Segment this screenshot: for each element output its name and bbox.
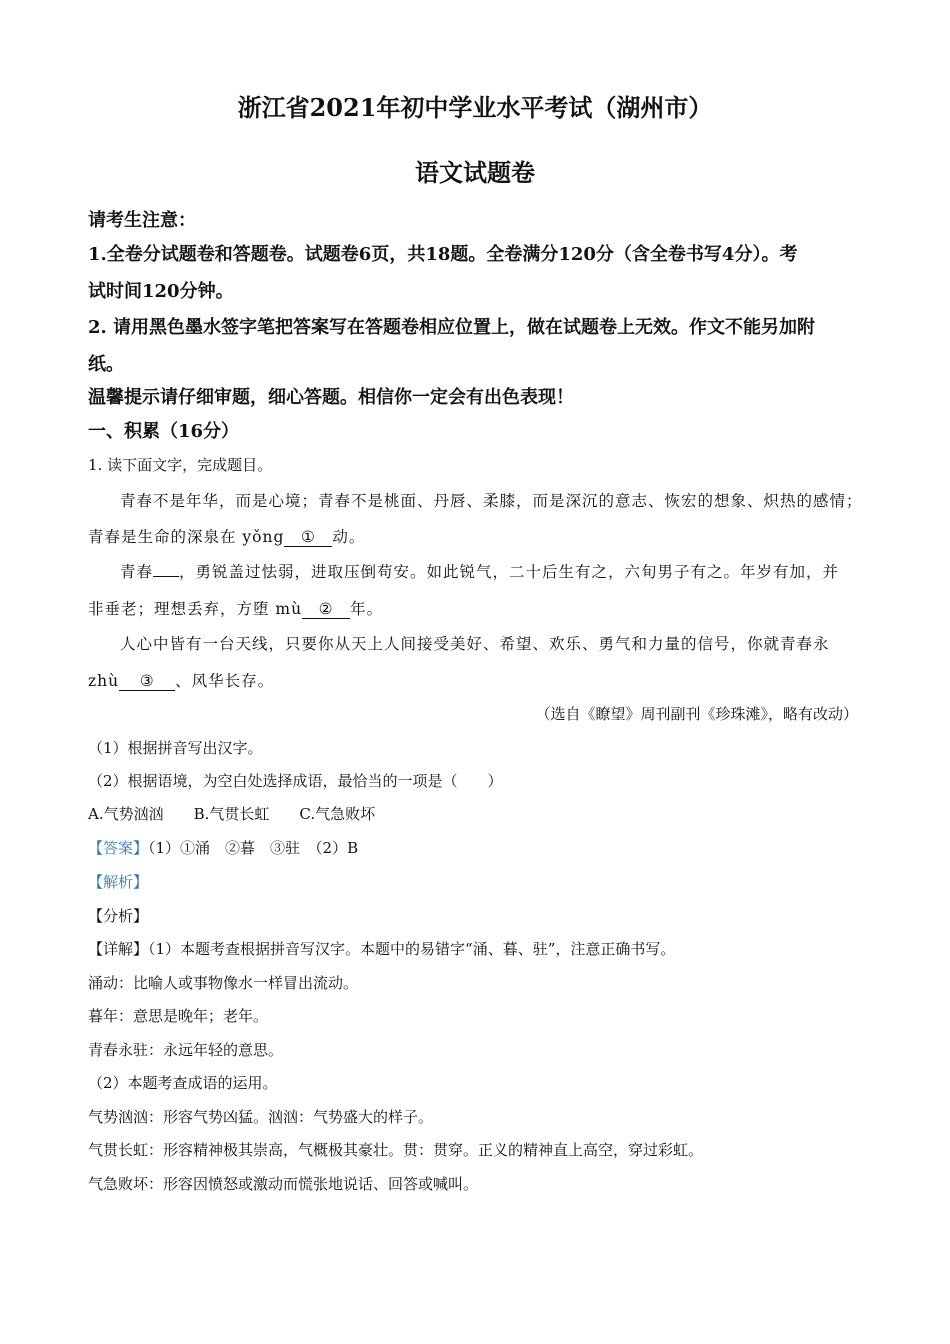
explanation-7: 气急败坏：形容因愤怒或激动而慌张地说话、回答或喊叫。 — [88, 1175, 479, 1193]
sub-question-2: （2）根据语境，为空白处选择成语，最恰当的一项是（ ） — [88, 772, 503, 790]
blank-2: ② — [302, 600, 350, 619]
notice-item-1-line-2: 试时间120分钟。 — [88, 281, 234, 302]
analysis-label: 【解析】 — [88, 873, 149, 891]
notice-item-1-line-1: 1.全卷分试题卷和答题卷。试题卷6页，共18题。全卷满分120分（含全卷书写4分）。考 — [88, 244, 798, 265]
notice-item-2-line-1: 2. 请用黑色墨水签字笔把答案写在答题卷相应位置上，做在试题卷上无效。作文不能另加附 — [88, 317, 816, 338]
detail-label: 【详解】 — [88, 940, 149, 958]
document-subtitle: 语文试题卷 — [415, 158, 535, 187]
blank-idiom — [153, 576, 179, 577]
explanation-6: 气贯长虹：形容精神极其崇高，气概极其豪壮。贯：贯穿。正义的精神直上高空，穿过彩虹。 — [88, 1141, 704, 1159]
fenxi-label: 【分析】 — [88, 907, 149, 925]
passage-p2-line-2: 非垂老；理想丢弃，方堕 mù ② 年。 — [88, 600, 384, 618]
passage-source: （选自《瞭望》周刊副刊《珍珠滩》，略有改动） — [535, 705, 858, 723]
notice-item-2-line-2: 纸。 — [88, 354, 124, 375]
sub-question-1: （1）根据拼音写出汉字。 — [88, 739, 263, 757]
blank-3: ③ — [119, 672, 175, 691]
answer-options: A.气势汹汹 B.气贯长虹 C.气急败坏 — [88, 805, 376, 823]
notice-heading: 请考生注意： — [88, 210, 196, 231]
question-stem: 1. 读下面文字，完成题目。 — [88, 456, 273, 474]
notice-tip: 温馨提示请仔细审题，细心答题。相信你一定会有出色表现！ — [88, 387, 574, 408]
explanation-1: 涌动：比喻人或事物像水一样冒出流动。 — [88, 974, 359, 992]
explanation-3: 青春永驻：永远年轻的意思。 — [88, 1041, 284, 1059]
document-title: 浙江省2021年初中学业水平考试（湖州市） — [237, 93, 713, 122]
answer-label: 【答案】 — [88, 839, 149, 857]
section-heading: 一、积累（16分） — [88, 421, 240, 442]
passage-p3-line-1: 人心中皆有一台天线，只要你从天上人间接受美好、希望、欢乐、勇气和力量的信号，你就青春永 — [120, 635, 830, 653]
detail-text: （1）本题考查根据拼音写汉字。本题中的易错字“涌、暮、驻”，注意正确书写。 — [148, 940, 676, 958]
explanation-2: 暮年：意思是晚年；老年。 — [88, 1007, 269, 1025]
explanation-5: 气势汹汹：形容气势凶猛。汹汹：气势盛大的样子。 — [88, 1108, 434, 1126]
answer-line — [88, 837, 358, 858]
answer-text: （1）①涌 ②暮 ③驻 （2）B — [148, 839, 359, 857]
passage-p2-line-1: 青春 ，勇锐盖过怯弱，进取压倒苟安。如此锐气，二十后生有之，六旬男子有之。年岁有加，并 — [120, 563, 840, 581]
passage-p1-line-1: 青春不是年华，而是心境；青春不是桃面、丹唇、柔膝，而是深沉的意志、恢宏的想象、炽热的感情； — [120, 492, 863, 510]
passage-p1-line-2: 青春是生命的深泉在 yǒng ① 动。 — [88, 528, 366, 546]
explanation-4: （2）本题考查成语的运用。 — [88, 1074, 278, 1092]
detail-line — [88, 938, 675, 959]
passage-p3-line-2: zhù ③ 、风华长存。 — [88, 672, 275, 690]
blank-1: ① — [284, 528, 332, 547]
